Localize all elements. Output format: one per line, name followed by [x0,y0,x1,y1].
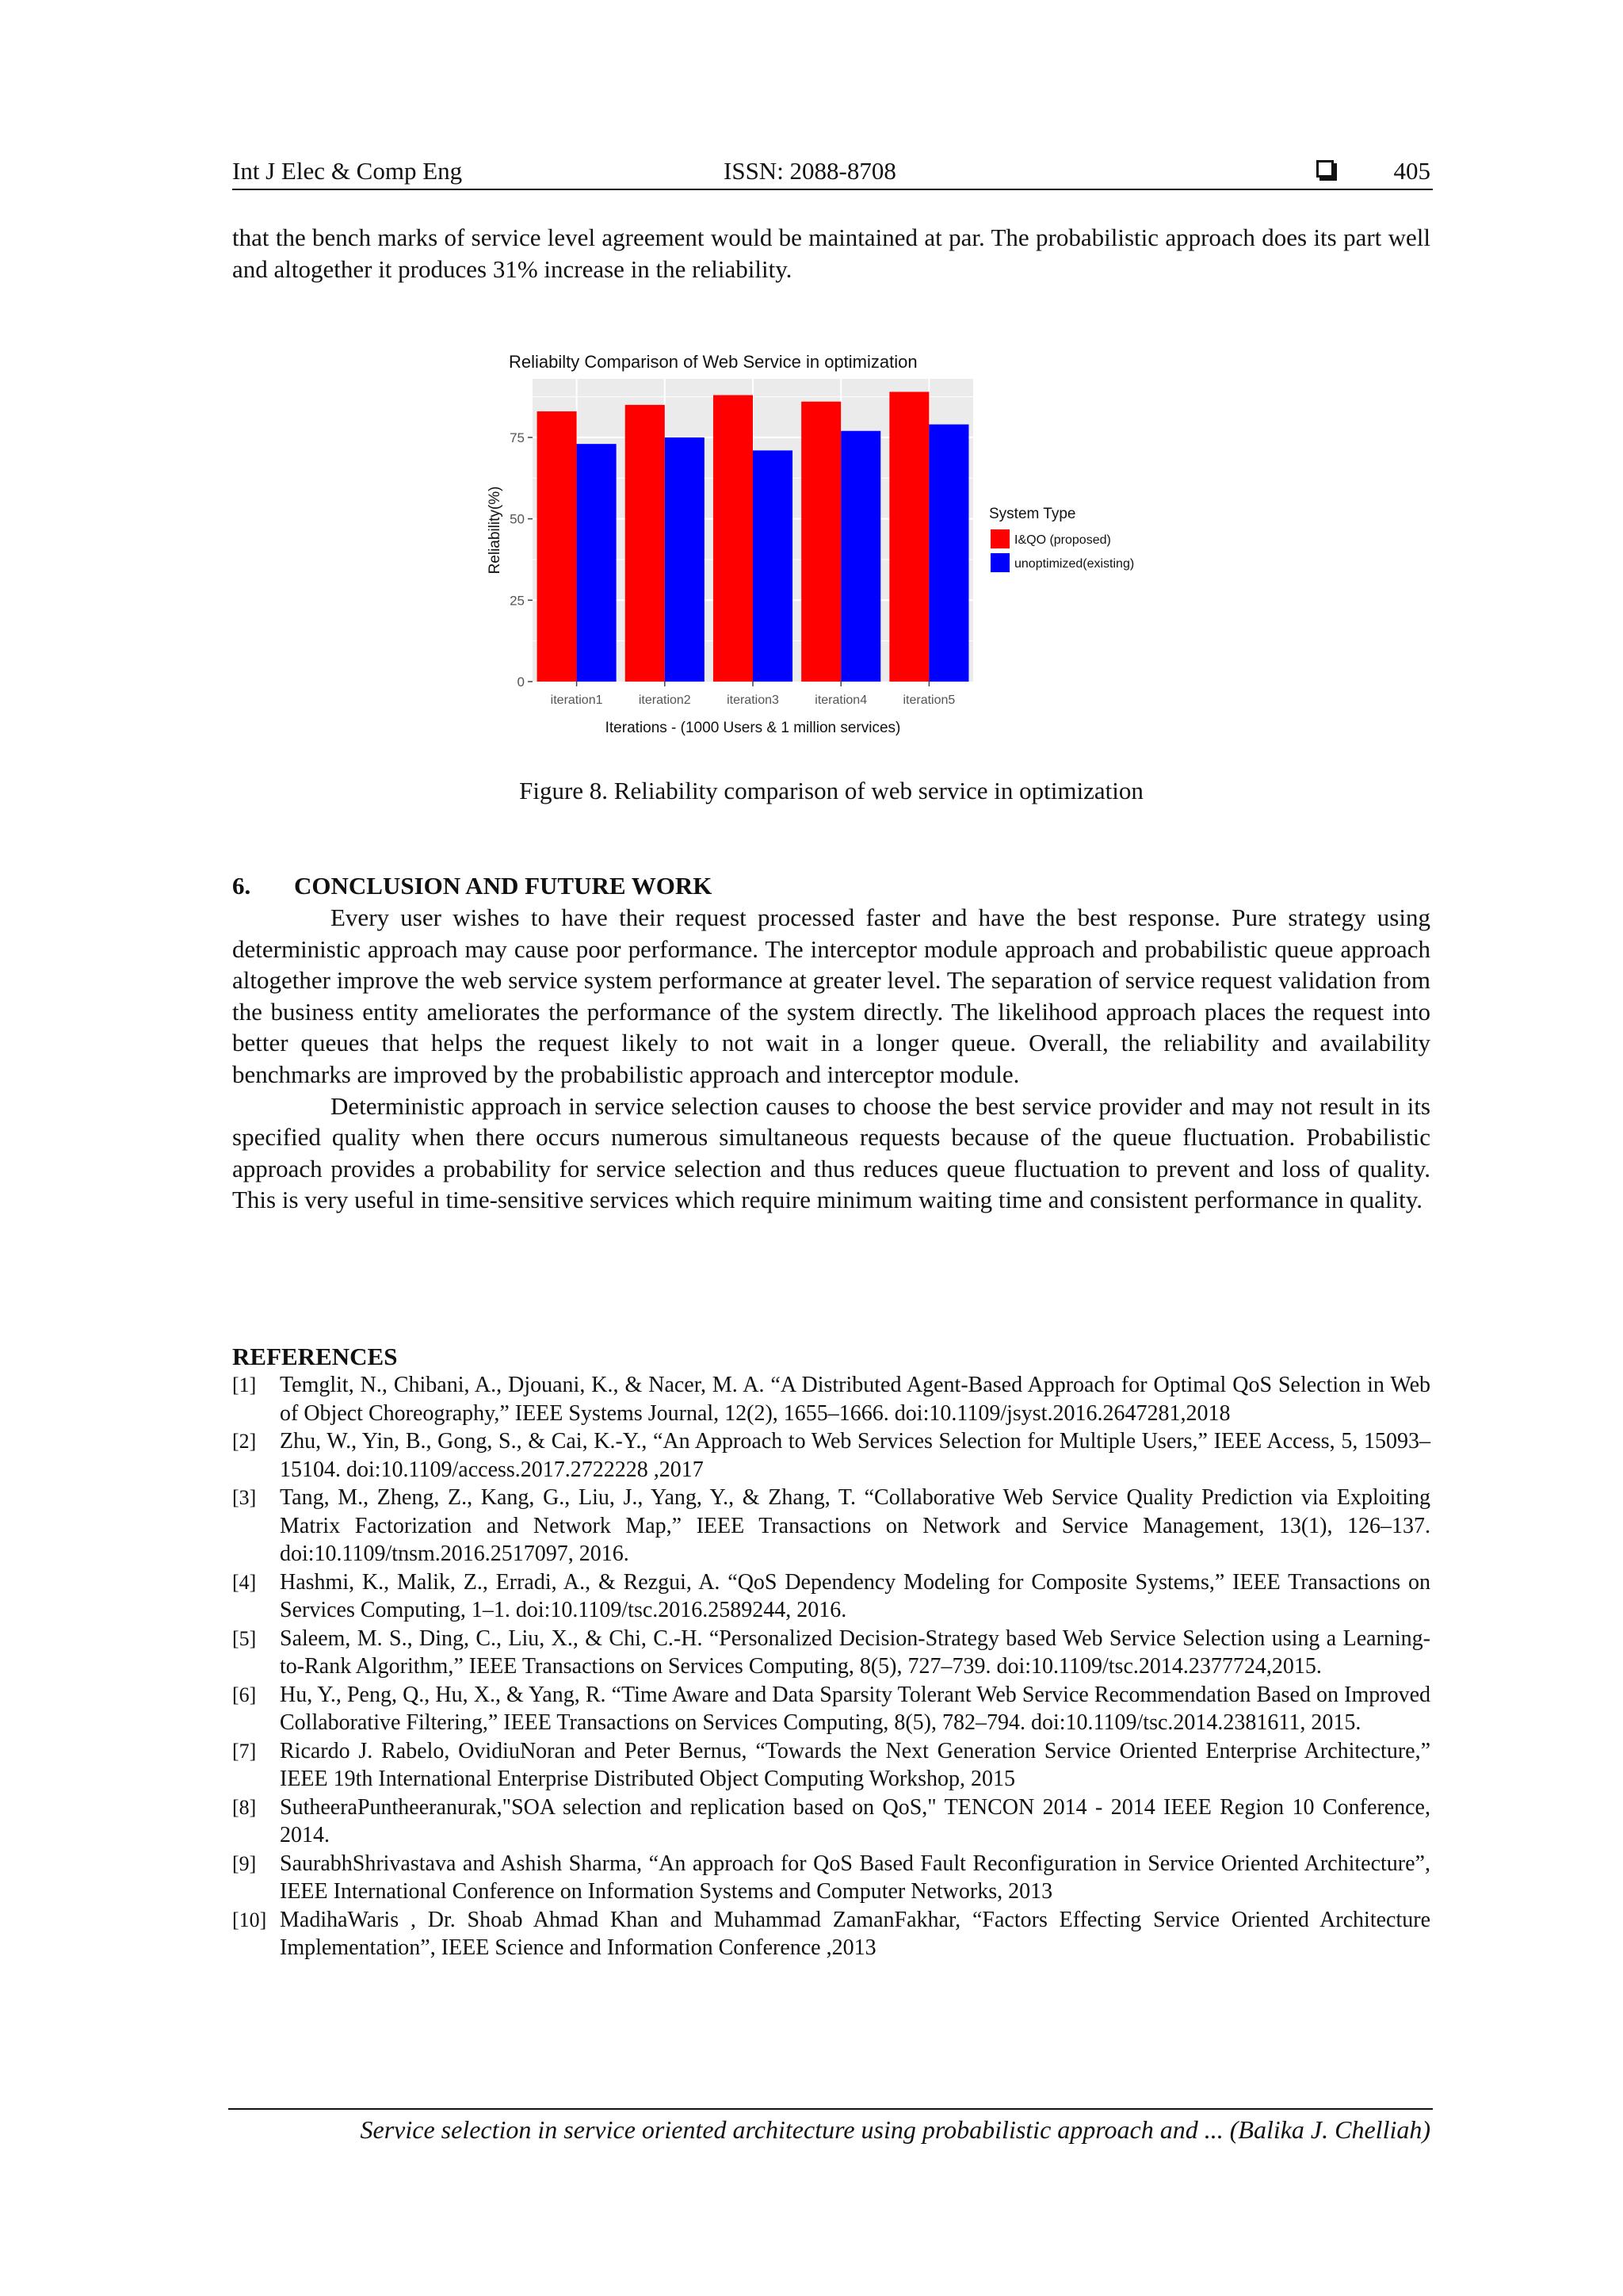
section-heading [232,870,712,902]
reference-list [232,1371,1430,1962]
reference-number: [1] [232,1373,257,1396]
references-heading: REFERENCES [232,1343,398,1370]
journal-name: Int J Elec & Comp Eng [232,157,463,185]
bar-proposed [889,392,929,682]
bar-existing [929,425,968,682]
bar-existing [665,437,705,682]
reference-item [232,1568,1430,1625]
x-axis-label: Iterations - (1000 Users & 1 million services) [605,720,901,736]
x-tick-label: iteration3 [727,693,779,707]
running-footer: Service selection in service oriented architecture using probabilistic approach and ... (Balika J. Chelliah) [360,2115,1430,2144]
header-rule [232,189,1433,190]
figure-caption: Figure 8. Reliability comparison of web service in optimization [519,777,1144,804]
legend [989,506,1134,572]
section-number: 6. [232,872,251,900]
legend-swatch [991,529,1010,548]
reference-item [232,1625,1430,1681]
section-title: CONCLUSION AND FUTURE WORK [294,872,712,900]
conclusion-paragraph-2: Deterministic approach in service selection causes to choose the best service provider and may not result in its specified quality when there occurs numerous simultaneous requests because of the queue fluctuation. Probabilistic approach provides a probability for service selection and thus reduces queue fluctuation to prevent and loss of quality. This is very useful in time-sensitive services which require minimum waiting time and consistent performance in quality. [232,1091,1430,1214]
reference-number: [5] [232,1626,257,1650]
bar-proposed [625,405,665,682]
reference-text: Zhu, W., Yin, B., Gong, S., & Cai, K.-Y., “An Approach to Web Services Selection for Multiple Users,” IEEE Access, 5, 15093–15104. doi:10.1109/access.2017.2722228 ,2017 [280,1429,1430,1482]
reference-text: Tang, M., Zheng, Z., Kang, G., Liu, J., Yang, Y., & Zhang, T. “Collaborative Web Service Quality Prediction via Exploiting Matrix Factorization and Network Map,” IEEE Transactions on Network and Service Management, 13(1), 126–137. doi:10.1109/tnsm.2016.2517097, 2016. [280,1485,1430,1566]
legend-label: unoptimized(existing) [1014,557,1135,571]
bar-proposed [713,395,753,682]
bar-existing [753,450,792,682]
reference-item [232,1794,1430,1850]
figure-8 [480,346,1178,742]
reference-text: SaurabhShrivastava and Ashish Sharma, “An approach for QoS Based Fault Reconfiguration in Service Oriented Architecture”, IEEE International Conference on Information Systems and Computer Networks, 2013 [280,1851,1430,1904]
reference-text: Hu, Y., Peng, Q., Hu, X., & Yang, R. “Time Aware and Data Sparsity Tolerant Web Service Recommendation Based on Improved Collaborative Filtering,” IEEE Transactions on Services Computing, 8(5), 782–794. doi:10.1109/tsc.2014.2381611, 2015. [280,1682,1430,1735]
reference-item [232,1737,1430,1794]
legend-title: System Type [989,506,1076,522]
reference-number: [3] [232,1486,257,1509]
running-header [232,155,1430,190]
conclusion-body [232,902,1430,1216]
x-tick-label: iteration2 [638,693,691,707]
reference-text: SutheeraPuntheeranurak,"SOA selection and replication based on QoS," TENCON 2014 - 2014 IEEE Region 10 Conference, 2014. [280,1794,1430,1847]
reference-text: Hashmi, K., Malik, Z., Erradi, A., & Rezgui, A. “QoS Dependency Modeling for Composite Systems,” IEEE Transactions on Services Computing, 1–1. doi:10.1109/tsc.2016.2589244, 2016. [280,1569,1430,1622]
intro-paragraph: that the bench marks of service level agreement would be maintained at par. The probabilistic approach does its part well and altogether it produces 31% increase in the reliability. [232,223,1430,283]
bar-existing [841,431,880,682]
legend-swatch [991,553,1010,572]
y-tick-label: 50 [510,511,525,527]
reference-item [232,1484,1430,1568]
bar-proposed [801,402,841,682]
reference-item [232,1427,1430,1484]
bar-existing [577,444,617,682]
reference-number: [10] [232,1908,267,1931]
footer-rule [228,2108,1433,2110]
legend-label: I&QO (proposed) [1014,533,1111,547]
reference-number: [4] [232,1570,257,1594]
reference-number: [6] [232,1683,257,1706]
reference-item [232,1850,1430,1906]
reference-item [232,1906,1430,1962]
x-axis [551,682,956,707]
conclusion-paragraph-1: Every user wishes to have their request processed faster and have the best response. Pure strategy using deterministic approach may cause poor performance. The interceptor module approach and probabilistic queue approach altogether improve the web service system performance at greater level. The separation of service request validation from the business entity ameliorates the performance of the system directly. The likelihood approach places the request into better queues that helps the request likely to not wait in a longer queue. Overall, the reliability and availability benchmarks are improved by the probabilistic approach and interceptor module. [232,904,1430,1088]
reference-item [232,1681,1430,1737]
y-tick-label: 25 [510,593,525,609]
x-tick-label: iteration5 [903,693,956,707]
issn: ISSN: 2088-8708 [724,157,896,185]
y-axis-label: Reliability(%) [487,486,503,575]
reliability-bar-chart [480,346,1178,742]
reference-item [232,1371,1430,1427]
square-bullet-icon [1316,160,1334,178]
reference-text: Saleem, M. S., Ding, C., Liu, X., & Chi, C.-H. “Personalized Decision-Strategy based Web Service Selection using a Learning-to-Rank Algorithm,” IEEE Transactions on Services Computing, 8(5), 727–739. doi:10.1109/tsc.2014.2377724,2015. [280,1626,1430,1679]
chart-title: Reliabilty Comparison of Web Service in optimization [509,352,918,372]
reference-text: Ricardo J. Rabelo, OvidiuNoran and Peter Bernus, “Towards the Next Generation Service Oriented Enterprise Architecture,” IEEE 19th International Enterprise Distributed Object Computing Workshop, 2015 [280,1738,1430,1791]
x-tick-label: iteration4 [815,693,868,707]
y-axis [510,430,533,690]
reference-number: [2] [232,1430,257,1453]
bar-proposed [537,411,577,682]
reference-text: MadihaWaris , Dr. Shoab Ahmad Khan and Muhammad ZamanFakhar, “Factors Effecting Service Oriented Architecture Implementation”, IEEE Science and Information Conference ,2013 [280,1907,1430,1960]
page-number: 405 [1393,157,1430,185]
reference-text: Temglit, N., Chibani, A., Djouani, K., & Nacer, M. A. “A Distributed Agent-Based Approach for Optimal QoS Selection in Web of Object Choreography,” IEEE Systems Journal, 12(2), 1655–1666. doi:10.1109/jsyst.2016.2647281,2018 [280,1373,1430,1426]
y-tick-label: 75 [510,430,525,445]
reference-number: [8] [232,1795,257,1819]
reference-number: [9] [232,1851,257,1875]
y-tick-label: 0 [517,674,525,690]
reference-number: [7] [232,1739,257,1763]
x-tick-label: iteration1 [550,693,603,707]
